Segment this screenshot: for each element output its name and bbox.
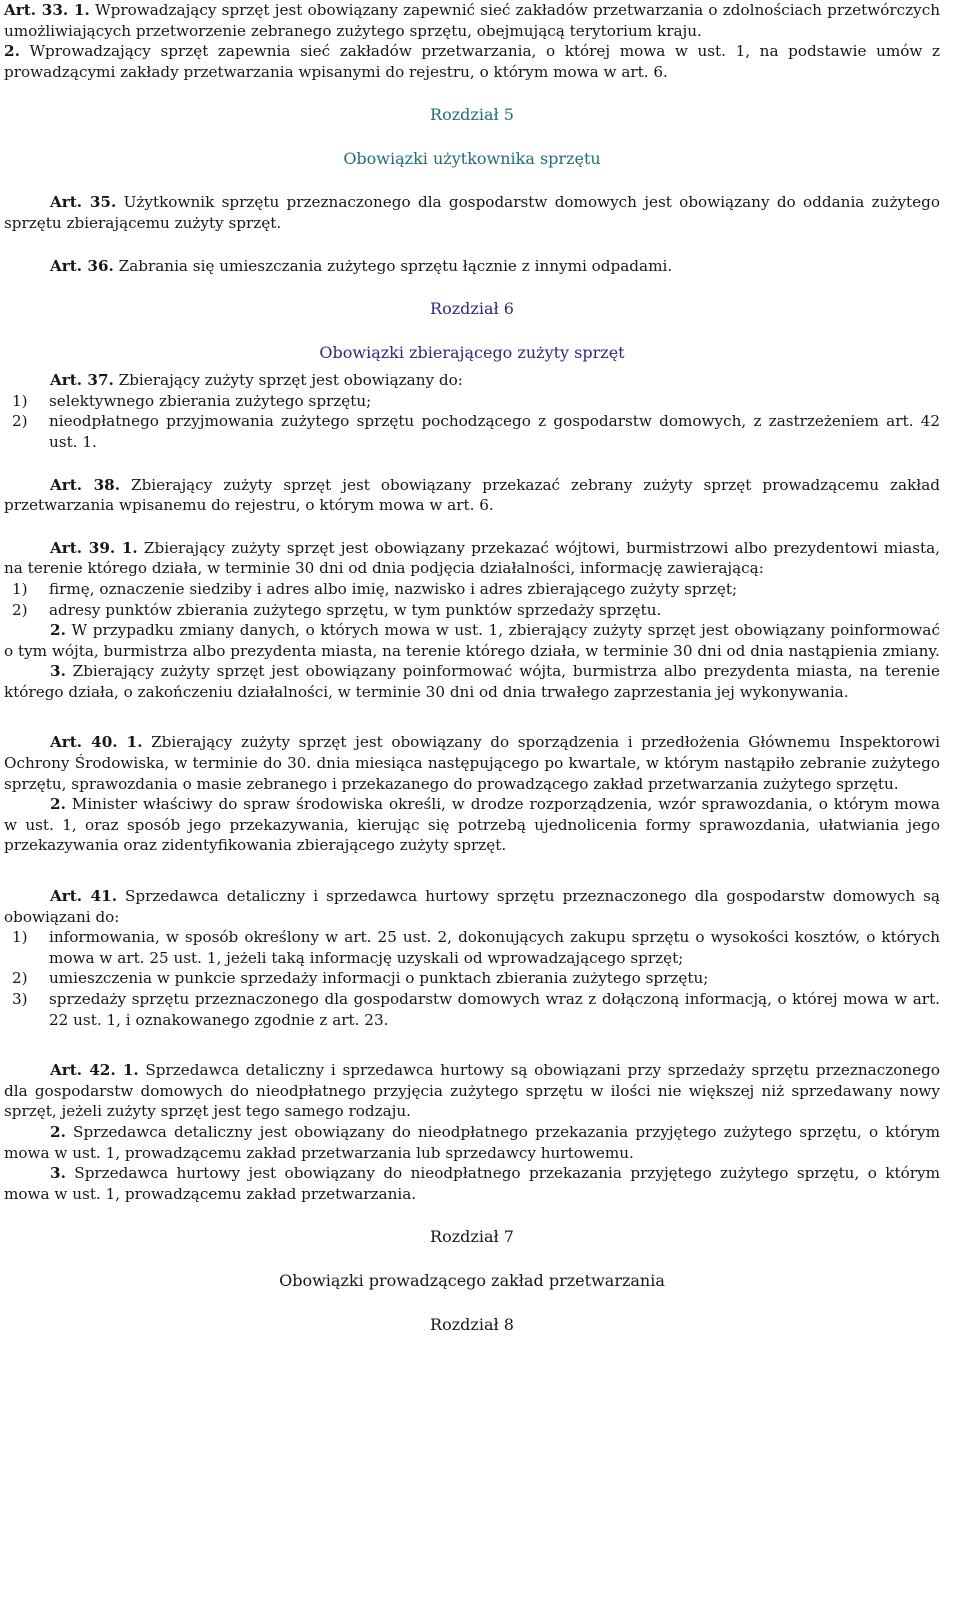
chapter-8-number: Rozdział 8 [430, 1315, 514, 1335]
art41-list [4, 927, 940, 1030]
art38-paragraph: Art. 38. Zbierający zużyty sprzęt jest obowiązany przekazać zebrany zużyty sprzęt prowadzącemu zakład przetwarzania wpisanemu do rejestru, o którym mowa w art. 6. [4, 475, 940, 515]
art42-paragraph-3: 3. Sprzedawca hurtowy jest obowiązany do nieodpłatnego przekazania przyjętego zużytego sprzętu, o którym mowa w ust. 1, prowadzącemu zakład przetwarzania. [4, 1164, 940, 1203]
art37-list [4, 391, 940, 453]
list-item: 1) firmę, oznaczenie siedziby i adres albo imię, nazwisko i adres zbierającego zużyty sprzęt; [12, 579, 738, 598]
list-item: 1) informowania, w sposób określony w art. 25 ust. 2, dokonujących zakupu sprzętu o wysokości kosztów, o których mowa w art. 25 ust. 1, jeżeli taką informację uzyskali od wprowadzającego sprzęt; [12, 928, 940, 967]
list-item: 2) adresy punktów zbierania zużytego sprzętu, w tym punktów sprzedaży sprzętu. [12, 600, 662, 619]
art39-list [4, 579, 940, 620]
art35-paragraph: Art. 35. Użytkownik sprzętu przeznaczonego dla gospodarstw domowych jest obowiązany do oddania zużytego sprzętu zbierającemu zużyty sprzęt. [4, 193, 940, 232]
chapter-6-title: Obowiązki zbierającego zużyty sprzęt [319, 343, 625, 363]
art39-paragraph-1: Art. 39. 1. Zbierający zużyty sprzęt jest obowiązany przekazać wójtowi, burmistrzowi albo prezydentowi miasta, na terenie którego działa, w terminie 30 dni od dnia podjęcia działalności, informację zawierającą: [4, 538, 940, 578]
art33-paragraph-2: 2. Wprowadzający sprzęt zapewnia sieć zakładów przetwarzania, o której mowa w ust. 1, na podstawie umów z prowadzącymi zakłady przetwarzania wpisanymi do rejestru, o którym mowa w art. 6. [4, 42, 940, 81]
art37-intro: Art. 37. Zbierający zużyty sprzęt jest obowiązany do: [50, 371, 463, 390]
art42-paragraph-2: 2. Sprzedawca detaliczny jest obowiązany do nieodpłatnego przekazania przyjętego zużytego sprzętu, o którym mowa w ust. 1, prowadzącemu zakład przetwarzania lub sprzedawcy hurtowemu. [4, 1122, 940, 1162]
art39-paragraph-3: 3. Zbierający zużyty sprzęt jest obowiązany poinformować wójta, burmistrza albo prezydenta miasta, na terenie którego działa, o zakończeniu działalności, w terminie 30 dni od dnia trwałego zaprzestania jej wykonywania. [4, 662, 940, 701]
art40-paragraph-1: Art. 40. 1. Zbierający zużyty sprzęt jest obowiązany do sporządzenia i przedłożenia Głównemu Inspektorowi Ochrony Środowiska, w terminie do 30. dnia miesiąca następującego po kwartale, w którym nastąpiło zebranie zużytego sprzętu, sprawozdania o masie zebranego i przekazanego do prowadzącego zakład przetwarzania zużytego sprzętu. [4, 733, 940, 793]
art36-paragraph: Art. 36. Zabrania się umieszczania zużytego sprzętu łącznie z innymi odpadami. [50, 256, 673, 275]
art42-paragraph-1: Art. 42. 1. Sprzedawca detaliczny i sprzedawca hurtowy są obowiązani przy sprzedaży sprzętu przeznaczonego dla gospodarstw domowych do nieodpłatnego przyjęcia zużytego sprzętu w ilości nie większej niż sprzedawany nowy sprzęt, jeżeli zużyty sprzęt jest tego samego rodzaju. [4, 1061, 940, 1121]
art39-paragraph-2: 2. W przypadku zmiany danych, o których mowa w ust. 1, zbierający zużyty sprzęt jest obowiązany poinformować o tym wójta, burmistrza albo prezydenta miasta, na terenie którego działa, w terminie 30 dni od dnia nastąpienia zmiany. [4, 621, 940, 660]
list-item: 3) sprzedaży sprzętu przeznaczonego dla gospodarstw domowych wraz z dołączoną informacją, o której mowa w art. 22 ust. 1, i oznakowanego zgodnie z art. 23. [12, 990, 940, 1029]
chapter-7-title: Obowiązki prowadzącego zakład przetwarzania [279, 1271, 665, 1291]
chapter-6-number: Rozdział 6 [430, 299, 514, 319]
art41-intro: Art. 41. Sprzedawca detaliczny i sprzedawca hurtowy sprzętu przeznaczonego dla gospodarstw domowych są obowiązani do: [4, 887, 940, 926]
list-item: 2) umieszczenia w punkcie sprzedaży informacji o punktach zbierania zużytego sprzętu; [12, 969, 709, 988]
chapter-5-number: Rozdział 5 [430, 105, 514, 125]
art40-paragraph-2: 2. Minister właściwy do spraw środowiska określi, w drodze rozporządzenia, wzór sprawozdania, o którym mowa w ust. 1, oraz sposób jego przekazywania, kierując się potrzebą ujednolicenia formy sprawozdania, ułatwiania jego przekazywania oraz zidentyfikowania zbierającego zużyty sprzęt. [4, 795, 940, 855]
chapter-5-title: Obowiązki użytkownika sprzętu [343, 149, 601, 169]
list-item: 1) selektywnego zbierania zużytego sprzętu; [12, 391, 372, 410]
chapter-7-number: Rozdział 7 [430, 1227, 514, 1247]
art33-paragraph-1: Art. 33. 1. Wprowadzający sprzęt jest obowiązany zapewnić sieć zakładów przetwarzania o zdolnościach przetwórczych umożliwiających przetworzenie zebranego zużytego sprzętu, obejmującą terytorium kraju. [4, 1, 940, 40]
list-item: 2) nieodpłatnego przyjmowania zużytego sprzętu pochodzącego z gospodarstw domowych, z zastrzeżeniem art. 42 ust. 1. [12, 412, 940, 451]
